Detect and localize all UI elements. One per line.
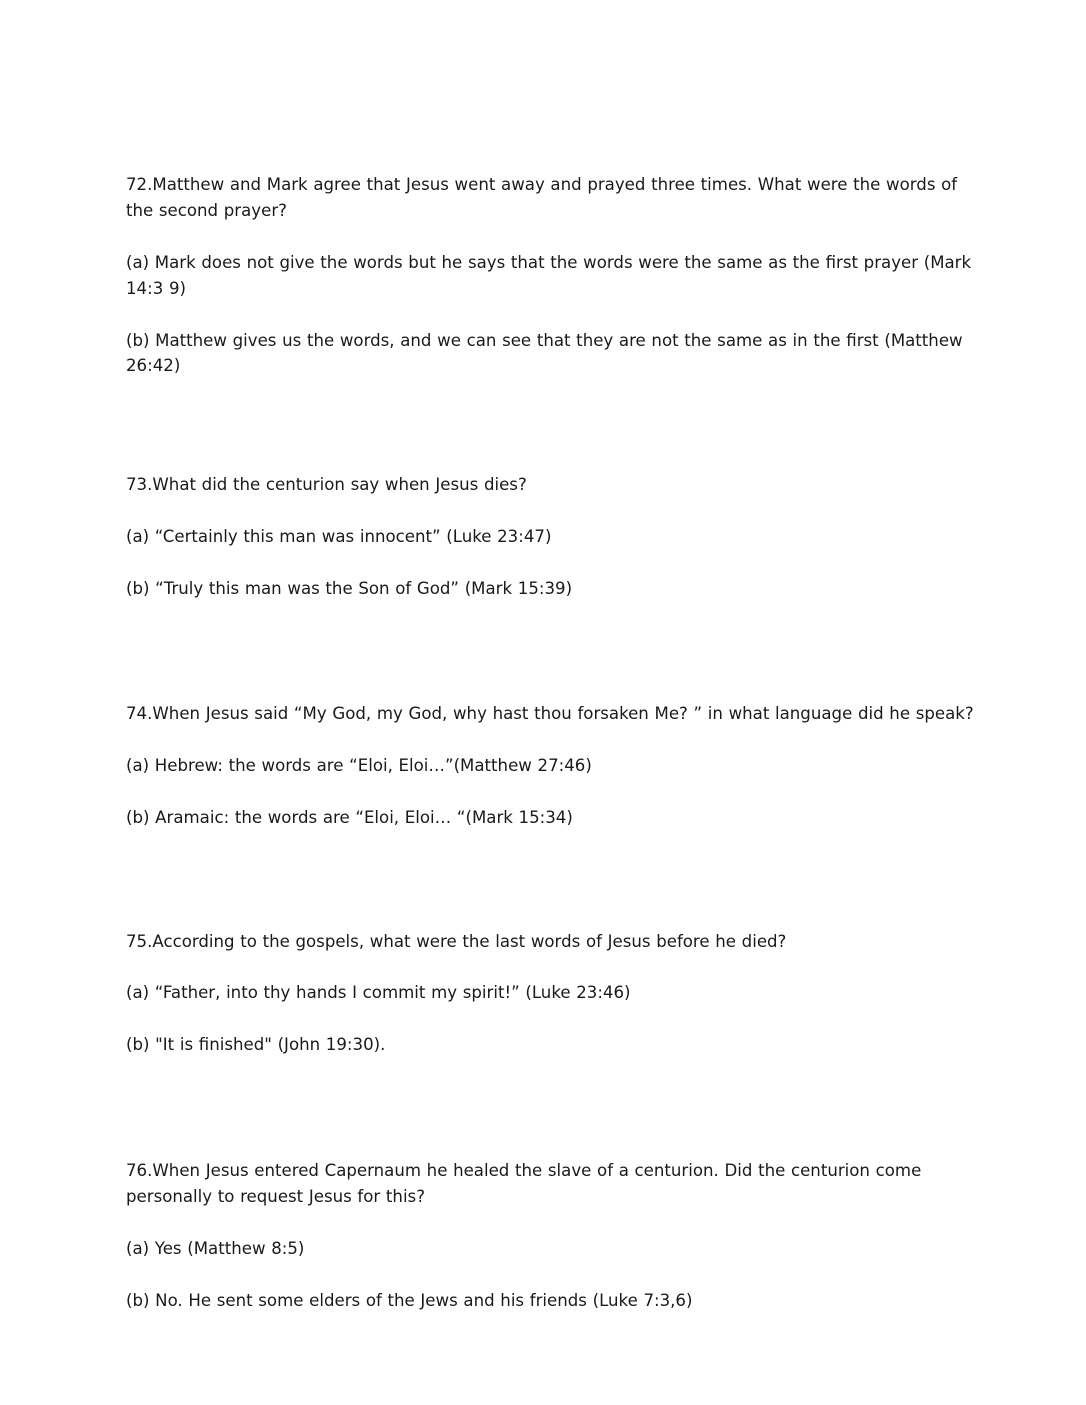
question-prompt-75: 75.According to the gospels, what were the last words of Jesus before he died? [126,931,787,951]
question-prompt-72: 72.Matthew and Mark agree that Jesus went away and prayed three times. What were the words of the second prayer? [126,175,958,220]
question-block-72 [126,172,986,379]
question-block-74 [126,701,986,831]
question-prompt-76: 76.When Jesus entered Capernaum he healed the slave of a centurion. Did the centurion come personally to request Jesus for this? [126,1161,922,1206]
question-block-73 [126,472,986,602]
question-75-answer-b: (b) "It is finished" (John 19:30). [126,1035,386,1055]
question-block-75 [126,929,986,1059]
question-75-answer-a: (a) “Father, into thy hands I commit my spirit!” (Luke 23:46) [126,983,631,1003]
question-76-answer-b: (b) No. He sent some elders of the Jews and his friends (Luke 7:3,6) [126,1290,693,1310]
question-74-answer-b: (b) Aramaic: the words are “Eloi, Eloi… “(Mark 15:34) [126,807,573,827]
document-text-column [126,172,986,1314]
question-73-answer-b: (b) “Truly this man was the Son of God” (Mark 15:39) [126,579,573,598]
question-74-answer-a: (a) Hebrew: the words are “Eloi, Eloi…”(Matthew 27:46) [126,755,592,775]
question-prompt-73: 73.What did the centurion say when Jesus dies? [126,475,527,495]
question-prompt-74: 74.When Jesus said “My God, my God, why hast thou forsaken Me? ” in what language did he speak? [126,703,974,723]
question-block-76 [126,1158,986,1314]
question-73-answer-a: (a) “Certainly this man was innocent” (Luke 23:47) [126,527,552,547]
question-76-answer-a: (a) Yes (Matthew 8:5) [126,1238,305,1258]
question-72-answer-a: (a) Mark does not give the words but he says that the words were the same as the first prayer (Mark 14:3 9) [126,252,972,298]
question-72-answer-b: (b) Matthew gives us the words, and we can see that they are not the same as in the first (Matthew 26:42) [126,330,963,376]
